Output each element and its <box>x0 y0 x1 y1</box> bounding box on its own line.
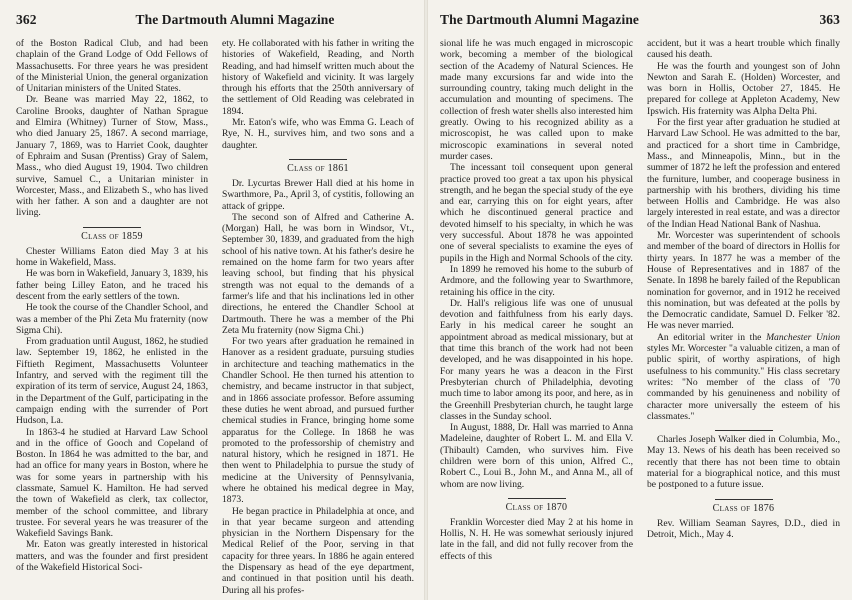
left-columns <box>16 38 414 596</box>
paragraph: Franklin Worcester died May 2 at his home in Hollis, N. H. He was somewhat seriously injured late in the fall, and did not fully recover from the effects of this <box>440 516 633 562</box>
left-column-1 <box>16 38 208 596</box>
paragraph: He was the fourth and youngest son of John Newton and Sarah E. (Holden) Worcester, and was born in Hollis, October 27, 1845. He prepared for college at Appleton Academy, New Ipswich. His fraternity was Alpha Delta Phi. <box>647 60 840 117</box>
class-heading-1861: Class of 1861 <box>287 162 349 174</box>
paragraph: In 1899 he removed his home to the suburb of Ardmore, and the following year to Swarthmore, retaining his office in the city. <box>440 263 633 298</box>
paragraph: Rev. William Seaman Sayres, D.D., died in Detroit, Mich., May 4. <box>647 517 840 540</box>
paragraph: He was born in Wakefield, January 3, 1839, his father being Lilley Eaton, and he traced his descent from the early settlers of the town. <box>16 268 208 302</box>
right-column-1 <box>440 38 633 562</box>
right-page-number: 363 <box>819 12 840 27</box>
paragraph: of the Boston Radical Club, and had been chaplain of the Grand Lodge of Odd Fellows of Massachusetts. For three years he was president of the Ministerial Union, the general organization of Unitarian ministers of the United States. <box>16 38 208 95</box>
section-divider <box>508 498 566 499</box>
paragraph: The incessant toil consequent upon general practice proved too great a tax upon his physical strength, and he began the special study of the eye and ear, carrying this on for eight years, after which he discontinued general practice and devoted himself to his specialty, in which he was very successful. About 1878 he was appointed one of several specialists to examine the eyes of pupils in the High and Normal Schools of the city. <box>440 162 633 264</box>
right-running-title: The Dartmouth Alumni Magazine <box>440 12 640 27</box>
paragraph: Mr. Eaton was greatly interested in historical matters, and was the founder and first president of the Wakefield Historical Soci- <box>16 539 208 574</box>
section-divider <box>715 499 773 500</box>
text-run: styles Mr. Worcester "a valuable citizen, a man of public spirit, of worthy aspirations, of high usefulness to his community." His class secretary writes: "No member of the class of '70 commanded by his genuineness and nobility of character more universally the esteem of his classmates." <box>647 343 840 422</box>
section-divider <box>83 227 141 228</box>
paragraph: Charles Joseph Walker died in Columbia, Mo., May 13. News of his death has been received so recently that there has not been time to obtain material for a biographical notice, and this must be postponed to a future issue. <box>647 434 840 491</box>
paragraph: Mr. Eaton's wife, who was Emma G. Leach of Rye, N. H., survives him, and two sons and a daughter. <box>222 117 414 151</box>
section-divider <box>715 430 773 431</box>
section-divider <box>289 159 347 160</box>
paragraph: He took the course of the Chandler School, and was a member of the Phi Zeta Mu fraternity (now Sigma Chi). <box>16 302 208 336</box>
right-columns <box>440 38 840 562</box>
paragraph: For the first year after graduation he studied at Harvard Law School. He was admitted to the bar, and practiced for a short time in Cambridge, Mass., and Minneapolis, Minn., but in the summer of 1872 he left the profession and entered the furniture, lumber, and cooperage business in partnership with his brothers, dividing his time between Hollis and Cambridge. He was also largely interested in real estate, and was a director of the Indian Head National Bank of Nashua. <box>647 117 840 230</box>
paragraph: Chester Williams Eaton died May 3 at his home in Wakefield, Mass. <box>16 245 208 269</box>
paragraph: He began practice in Philadelphia at once, and in that year became surgeon and attending physician in the Northern Dispensary for the Medical Relief of the Poor, serving in that capacity for three years. In 1886 he again entered the Dispensary as head of the eye department, and continued in that position until his death. During all his profes- <box>222 505 414 596</box>
paragraph: sional life he was much engaged in microscopic work, becoming a member of the biological section of the Academy of Natural Sciences. He made many excursions far and wide into the surrounding country, taking much delight in the accumulation and mounting of specimens. The collection of fresh water shells also interested him greatly. Owing to his recognized ability as a microscopist, he was called upon to make microscopic examinations in several noted murder cases. <box>440 38 633 162</box>
paragraph: accident, but it was a heart trouble which finally caused his death. <box>647 38 840 61</box>
class-heading-1876: Class of 1876 <box>712 502 775 514</box>
paragraph: Dr. Beane was married May 22, 1862, to Caroline Brooks, daughter of Nathan Sprague and Elmira (Whitney) Turner of Stow, Mass., who died January 25, 1867. A second marriage, January 7, 1869, was to Harriet Cook, daughter of Ephraim and Susan (Prentiss) Gray of Salem, Mass., who died August 19, 1904. Two children survive, Samuel C., a Unitarian minister in Worcester, Mass., and Elizabeth S., who has lived with her father. A son and a daughter are not living. <box>16 94 208 219</box>
class-heading-1870: Class of 1870 <box>505 501 568 513</box>
paragraph: Mr. Worcester was superintendent of schools and member of the board of directors in Hollis for thirty years. In 1877 he was a member of the House of Representatives and in 1887 of the Senate. In 1898 he barely failed of the Republican nomination for governor, and in 1912 he received this nomination, but was defeated at the polls by the Democratic candidate, Samuel D. Felker '82. He was never married. <box>647 230 840 332</box>
paragraph: In 1863-4 he studied at Harvard Law School and in the office of Gooch and Copeland of Boston. In 1864 he was admitted to the bar, and had an office for many years in Boston, where he was for some years in partnership with his classmate, Samuel K. Hamilton. He had served the town of Wakefield as clerk, tax collector, member of the school committee, and library trustee. For several years he was treasurer of the Wakefield Savings Bank. <box>16 426 208 540</box>
paragraph: In August, 1888, Dr. Hall was married to Anna Madeleine, daughter of Robert L. M. and Ella V. (Thibault) Camden, who survives him. Five children were born of this union, Alfred C., Robert C., Loui B., John M., and Anna M., all of whom are now living. <box>440 422 633 490</box>
left-column-2 <box>222 38 414 596</box>
paragraph: Dr. Lycurtas Brewer Hall died at his home in Swarthmore, Pa., April 3, of cystitis, following an attack of grippe. <box>222 177 414 212</box>
paragraph: Dr. Hall's religious life was one of unusual devotion and faithfulness from his early days. Early in his medical career he sought an appointment abroad as medical missionary, but at that time this branch of the work had not been developed, and he was disappointed in his hope. For many years he was a deacon in the First Presbyterian church of Philadelphia, devoting much time to labor among its poor, and here, as in the Greenhill Presbyterian church, he taught large classes in the Sunday school. <box>440 297 633 422</box>
paragraph: From graduation until August, 1862, he studied law. September 19, 1862, he enlisted in the Fiftieth Regiment, Massachusetts Volunteer Infantry, and served with the regiment till the expiration of its term of service, August 24, 1863, in the Department of the Gulf, participating in the campaign ending with the surrender of Port Hudson, La. <box>16 336 208 427</box>
paragraph: ety. He collaborated with his father in writing the histories of Wakefield, Reading, and North Reading, and had himself written much about the history of Wakefield and vicinity. It was largely through his efforts that the 250th anniversary of the settlement of Old Reading was celebrated in 1894. <box>222 38 414 117</box>
paragraph <box>647 332 840 422</box>
text-run: An editorial writer in the <box>657 331 767 343</box>
paragraph: For two years after graduation he remained in Hanover as a resident graduate, pursuing studies in architecture and teaching mathematics in the Chandler School. He then turned his attention to chemistry, and became instructor in that subject, and in 1866 associate professor. Before assuming these duties he went abroad, and pursued further chemical studies in France, bringing home some apparatus for the College. In 1868 he was promoted to the professorship of chemistry and natural history, which he resigned in 1871. He then went to Philadelphia to pursue the study of medicine at the University of Pennsylvania, where he obtained his medical degree in May, 1873. <box>222 336 414 506</box>
right-page <box>426 0 852 600</box>
left-running-title: The Dartmouth Alumni Magazine <box>135 12 335 27</box>
paragraph: The second son of Alfred and Catherine A. (Morgan) Hall, he was born in Windsor, Vt., September 30, 1839, and graduated from the high school of his native town. At his father's desire he remained on the home farm for two years after leaving school, but finding that his physical strength was not equal to the demands of a farmer's life and that his inclinations led in other directions, he entered the Chandler School at Dartmouth. There he was a member of the Phi Zeta Mu fraternity (now Sigma Chi.) <box>222 211 414 336</box>
publication-name: Manchester Union <box>766 331 840 343</box>
right-column-2 <box>647 38 840 562</box>
right-running-head <box>440 12 840 32</box>
class-heading-1859: Class of 1859 <box>81 230 143 242</box>
left-running-head <box>16 12 414 32</box>
left-page-number: 362 <box>16 12 37 27</box>
